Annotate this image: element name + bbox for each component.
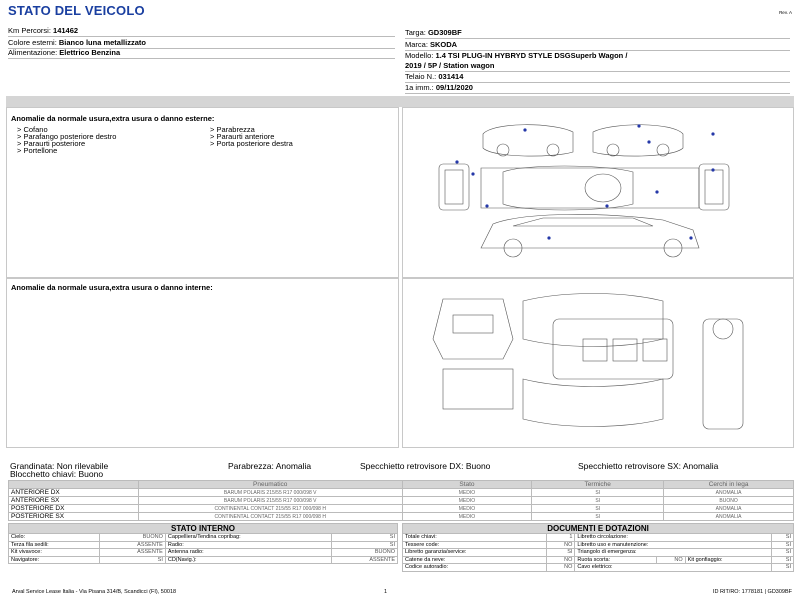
- stato-interno-table: [8, 523, 398, 564]
- brand-row: Marca: SKODA: [405, 39, 790, 51]
- interior-title: Anomalie da normale usura,extra usura o danno interne:: [11, 283, 213, 292]
- fuel-row: Alimentazione: Elettrico Benzina: [8, 47, 395, 59]
- table-row: Cielo: BUONO Cappelliera/Tendina copribag: SI: [9, 534, 398, 542]
- exterior-diagram-panel: [402, 107, 794, 278]
- table-row: ANTERIORE DX BARUM POLARIS 215/55 R17 000/098 V MEDIO SI ANOMALIA: [9, 489, 794, 497]
- model-row: Modello: 1.4 TSI PLUG-IN HYBRYD STYLE DSGSuperb Wagon /: [405, 51, 628, 60]
- table-row: Tessere code: NO Libretto uso e manutenzione: SI: [403, 541, 794, 549]
- table-row: Kit vivavoce: ASSENTE Antenna radio: BUONO: [9, 549, 398, 557]
- exterior-title: Anomalie da normale usura,extra usura o danno esterne:: [11, 114, 215, 123]
- table-row: POSTERIORE DX CONTINENTAL CONTACT 215/55 R17 000/098 H MEDIO SI ANOMALIA: [9, 505, 794, 513]
- exterior-damage-panel: [6, 107, 399, 278]
- table-row: Navigatore: SI CD(Navig.): ASSENTE: [9, 556, 398, 564]
- hail-status: Grandinata: Non rilevabile: [10, 461, 109, 471]
- page-title: STATO DEL VEICOLO: [8, 3, 145, 18]
- mirror-sx-status: Specchietto retrovisore SX: Anomalia: [578, 461, 719, 471]
- table-row: POSTERIORE SX CONTINENTAL CONTACT 215/55 R17 000/098 H MEDIO SI ANOMALIA: [9, 513, 794, 521]
- footer-page: 1: [384, 589, 388, 595]
- mirror-dx-status: Specchietto retrovisore DX: Buono: [360, 461, 491, 471]
- footer-company: Arval Service Lease Italia - Via Pisana 314/B, Scandicci (FI), 50018: [12, 589, 177, 595]
- table-row: Libretto garanzia/service: SI Triangolo di emergenza: SI: [403, 549, 794, 557]
- term-header: Termiche: [532, 481, 664, 489]
- registration-row: 1a imm.: 09/11/2020: [405, 82, 790, 94]
- interior-diagram-panel: [402, 278, 794, 448]
- table-row: Terza fila sedili: ASSENTE Radio: SI: [9, 541, 398, 549]
- tyres-table: [8, 480, 794, 521]
- plate-row: Targa: GD309BF: [405, 27, 790, 39]
- state-header: Stato: [402, 481, 532, 489]
- car-exterior-diagram: [403, 108, 795, 279]
- interior-damage-panel: [6, 278, 399, 448]
- documenti-title: DOCUMENTI E DOTAZIONI: [403, 524, 794, 534]
- color-row: Colore esterni: Bianco luna metallizzato: [8, 37, 395, 49]
- table-row: ANTERIORE SX BARUM POLARIS 215/55 R17 000/098 V MEDIO SI BUONO: [9, 497, 794, 505]
- exterior-list-2: > Parabrezza > Paraurti anteriore > Porta posteriore destra: [210, 125, 293, 148]
- table-row: Codice autoradio: NO Cavo elettrico: SI: [403, 564, 794, 572]
- table-row: Totale chiavi: 1 Libretto circolazione: SI: [403, 534, 794, 542]
- exterior-list-1: > Cofano > Parafango posteriore destro > Paraurti posteriore > Portellone: [17, 125, 117, 155]
- model-row-2: 2019 / 5P / Station wagon: [405, 60, 790, 72]
- windshield-status: Parabrezza: Anomalia: [228, 461, 312, 471]
- tyre-header: Pneumatico: [138, 481, 402, 489]
- frame-row: Telaio N.: 031414: [405, 71, 790, 83]
- car-interior-diagram: [403, 279, 795, 449]
- table-row: Catene da neve: NO Ruota scorta: NO Kit gonfiaggio: SI: [403, 556, 794, 564]
- section-band: [6, 96, 794, 107]
- key-lock-status: Blocchetto chiavi: Buono: [10, 469, 104, 479]
- documenti-table: [402, 523, 794, 572]
- stato-interno-title: STATO INTERNO: [9, 524, 398, 534]
- km-row: Km Percorsi: 141462: [8, 25, 395, 37]
- rims-header: Cerchi in lega: [664, 481, 794, 489]
- footer-id: ID RIT/RO: 1778181 | GD309BF: [712, 589, 792, 595]
- revision-label: Rev. A: [779, 10, 792, 15]
